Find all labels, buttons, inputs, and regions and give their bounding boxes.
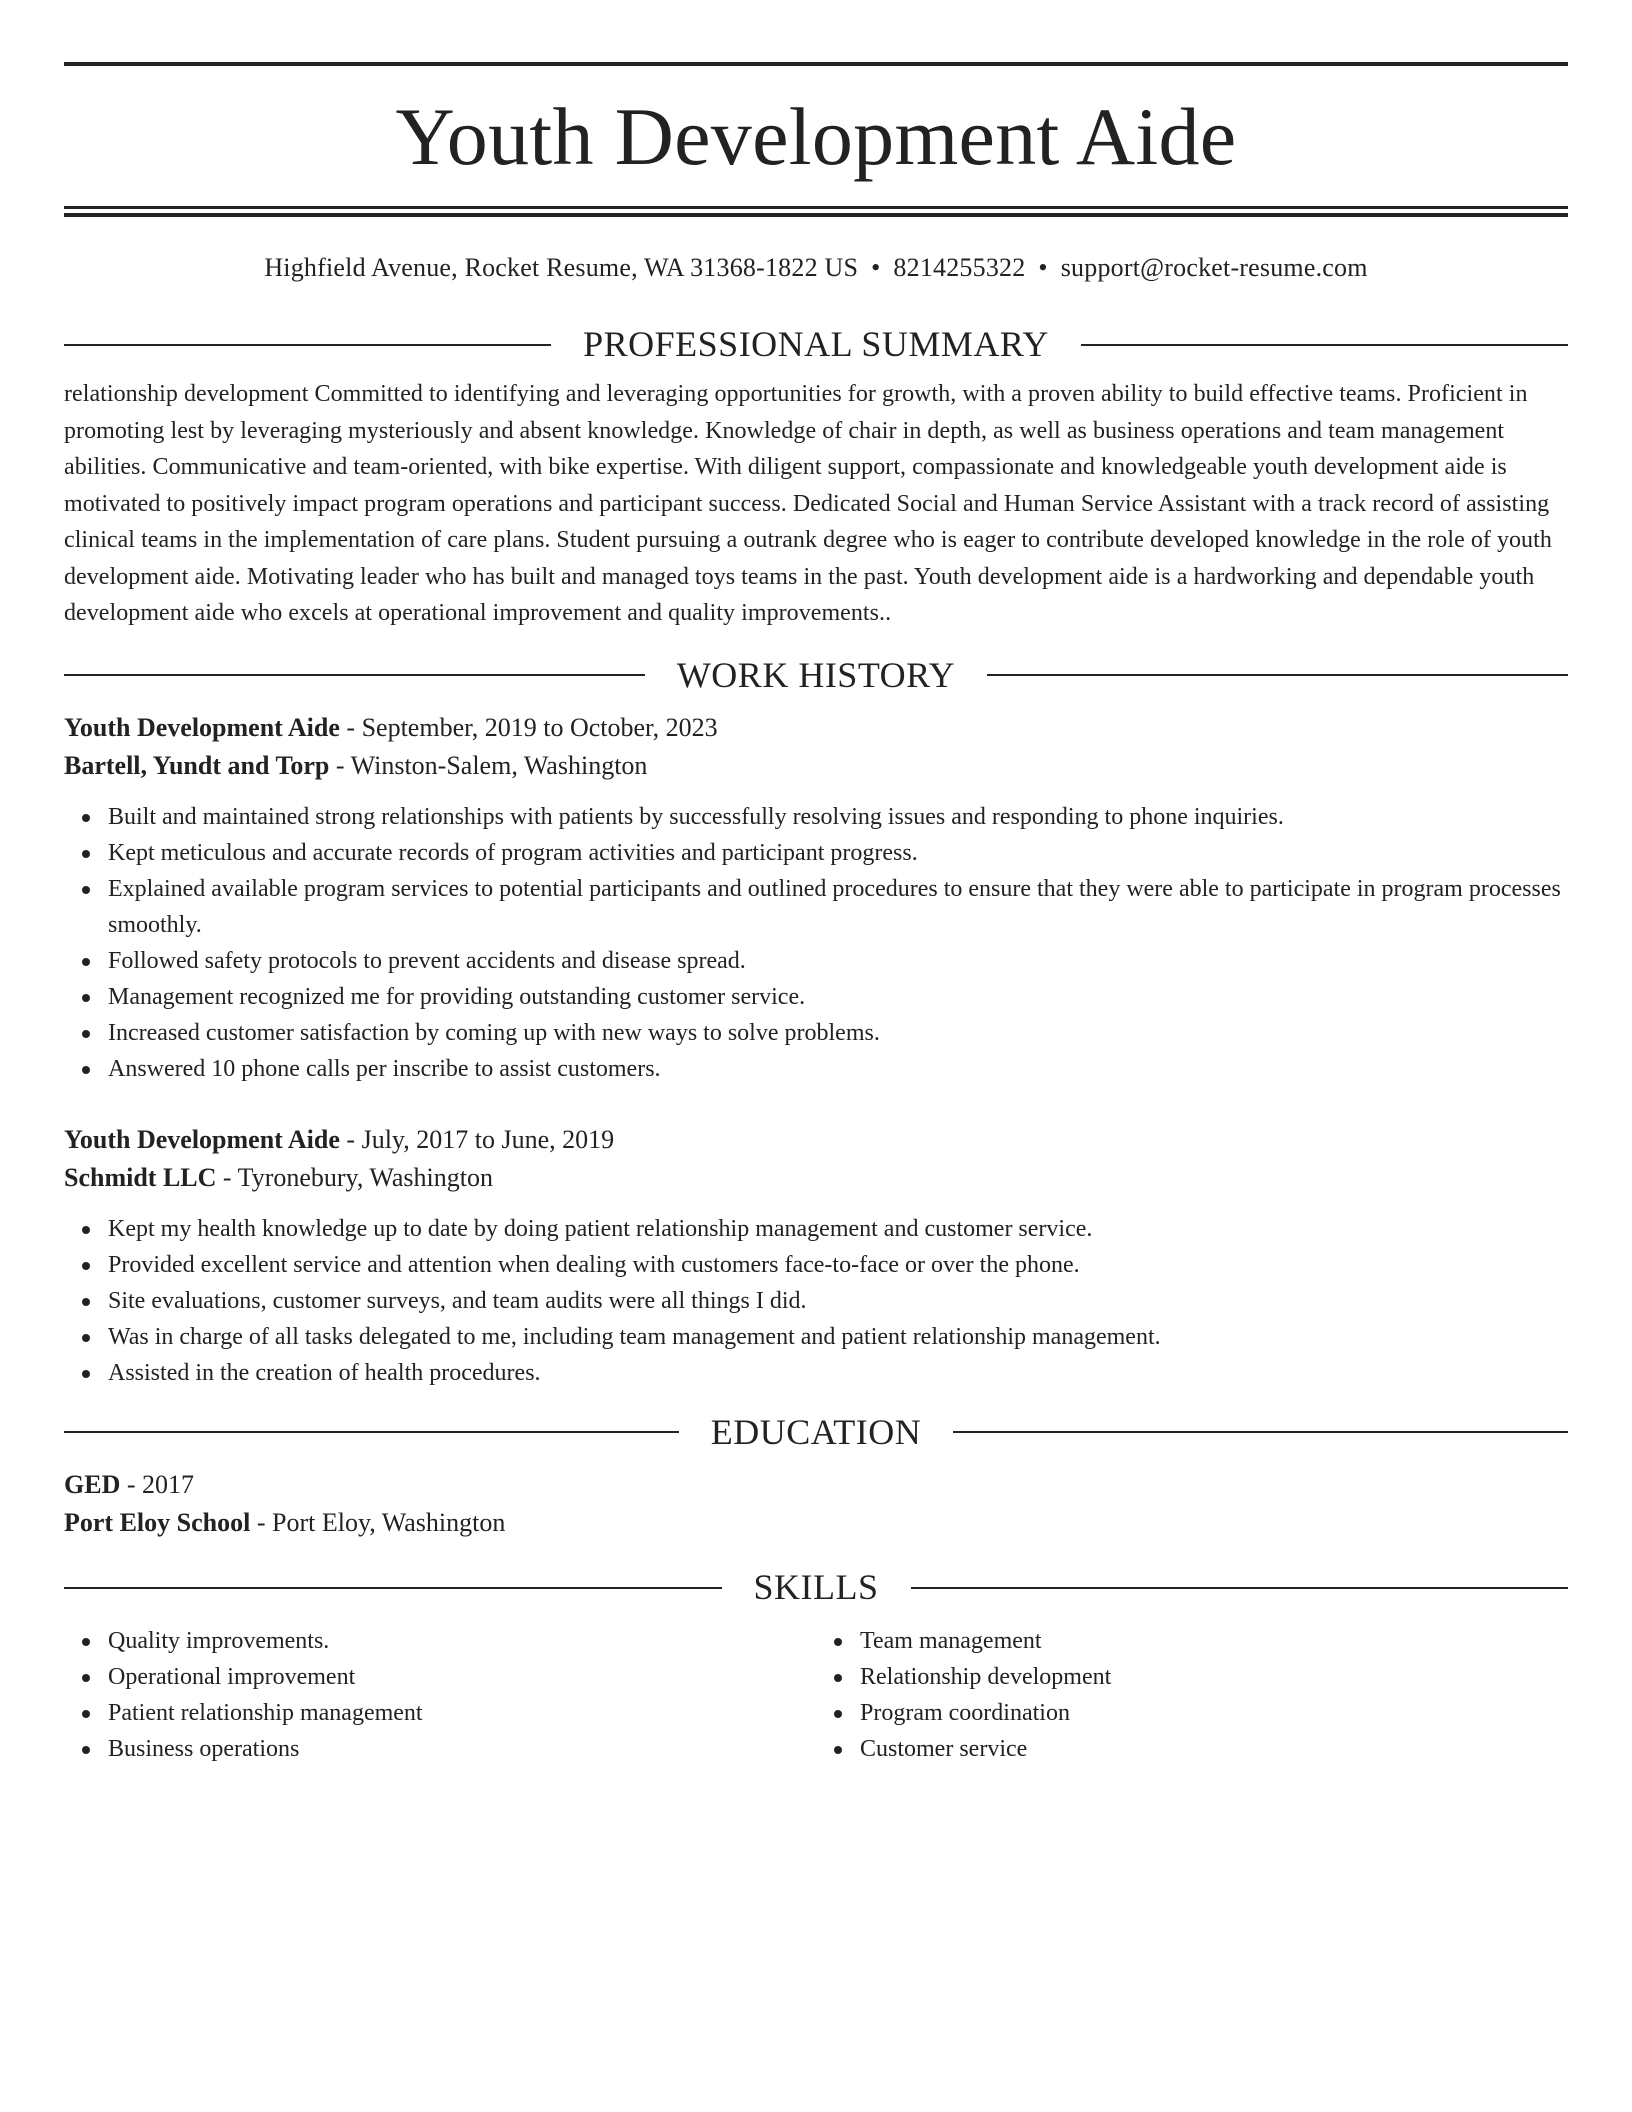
heading-rule-left — [64, 674, 645, 676]
section-heading-work — [64, 654, 1568, 697]
job-bullet: Answered 10 phone calls per inscribe to assist customers. — [108, 1051, 1568, 1087]
education-degree: GED — [64, 1470, 121, 1500]
education-dash: - — [126, 1470, 136, 1500]
skill-item: Patient relationship management — [108, 1695, 816, 1731]
job-bullet: Kept meticulous and accurate records of program activities and participant progress. — [108, 835, 1568, 871]
job-location: Tyronebury, Washington — [237, 1162, 493, 1192]
job-bullet: Built and maintained strong relationships with patients by successfully resolving issues and responding to phone inquiries. — [108, 799, 1568, 835]
heading-rule-right — [911, 1587, 1569, 1589]
job-bullet: Provided excellent service and attention when dealing with customers face-to-face or over the phone. — [108, 1247, 1568, 1283]
section-title-skills: SKILLS — [753, 1567, 879, 1608]
job-dash: - — [346, 712, 356, 742]
skills-column-right — [816, 1623, 1568, 1767]
job-title-line — [64, 1121, 1568, 1159]
contact-separator: • — [1038, 253, 1048, 282]
heading-rule-left — [64, 1587, 722, 1589]
job-company-line — [64, 1159, 1568, 1197]
contact-phone: 8214255322 — [893, 253, 1026, 282]
job-dash: - — [335, 750, 345, 780]
job-bullets — [64, 1211, 1568, 1391]
education-dash: - — [256, 1508, 266, 1538]
skill-item: Quality improvements. — [108, 1623, 816, 1659]
job-title-line — [64, 709, 1568, 747]
education-location: Port Eloy, Washington — [272, 1508, 506, 1538]
skill-item: Relationship development — [860, 1659, 1568, 1695]
resume-name: Youth Development Aide — [395, 91, 1237, 182]
job-company-line — [64, 747, 1568, 785]
heading-rule-left — [64, 344, 551, 346]
skills-column-left — [64, 1623, 816, 1767]
education-entry — [64, 1466, 1568, 1542]
skills-list — [64, 1623, 816, 1767]
education-school-line — [64, 1504, 1568, 1542]
job-bullet: Site evaluations, customer surveys, and team audits were all things I did. — [108, 1283, 1568, 1319]
skill-item: Program coordination — [860, 1695, 1568, 1731]
section-heading-summary — [64, 323, 1568, 366]
skill-item: Team management — [860, 1623, 1568, 1659]
job-bullets — [64, 799, 1568, 1087]
job-location: Winston-Salem, Washington — [350, 750, 648, 780]
job-dates: July, 2017 to June, 2019 — [361, 1124, 615, 1154]
summary-text: relationship development Committed to identifying and leveraging opportunities for growth, with a proven ability to build effective teams. Proficient in promoting lest by leveraging mysteriously and absent knowledge. Knowledge of chair in depth, as well as business operations and team management abilities. Communicative and team-oriented, with bike expertise. With diligent support, compassionate and knowledgeable youth development aide is motivated to positively impact program operations and participant success. Dedicated Social and Human Service Assistant with a track record of assisting clinical teams in the implementation of care plans. Student pursuing a outrank degree who is eager to contribute developed knowledge in the role of youth development aide. Motivating leader who has built and managed toys teams in the past. Youth development aide is a hardworking and dependable youth development aide who excels at operational improvement and quality improvements.. — [64, 381, 1552, 627]
job-bullet: Kept my health knowledge up to date by doing patient relationship management and customer service. — [108, 1211, 1568, 1247]
job-bullet: Increased customer satisfaction by coming up with new ways to solve problems. — [108, 1015, 1568, 1051]
section-heading-education — [64, 1411, 1568, 1454]
skills-list — [816, 1623, 1568, 1767]
job-bullet: Was in charge of all tasks delegated to me, including team management and patient relationship management. — [108, 1319, 1568, 1355]
heading-rule-right — [953, 1431, 1568, 1433]
skill-item: Operational improvement — [108, 1659, 816, 1695]
heading-rule-right — [987, 674, 1568, 676]
job-bullet: Assisted in the creation of health procedures. — [108, 1355, 1568, 1391]
job-dates: September, 2019 to October, 2023 — [361, 712, 718, 742]
job-title: Youth Development Aide — [64, 1124, 340, 1154]
name-double-rule — [64, 206, 1568, 217]
contact-address: Highfield Avenue, Rocket Resume, WA 31368-1822 US — [264, 253, 859, 282]
education-school: Port Eloy School — [64, 1508, 251, 1538]
skills-grid — [64, 1623, 1568, 1767]
job-dash: - — [346, 1124, 356, 1154]
job-dash: - — [222, 1162, 232, 1192]
job-bullet: Followed safety protocols to prevent accidents and disease spread. — [108, 943, 1568, 979]
education-year: 2017 — [142, 1470, 195, 1500]
heading-rule-left — [64, 1431, 679, 1433]
job-company: Schmidt LLC — [64, 1162, 217, 1192]
heading-rule-right — [1081, 344, 1568, 346]
job-entry — [64, 709, 1568, 1087]
education-degree-line — [64, 1466, 1568, 1504]
top-rule — [64, 62, 1568, 66]
job-title: Youth Development Aide — [64, 712, 340, 742]
section-heading-skills — [64, 1566, 1568, 1609]
section-title-education: EDUCATION — [710, 1411, 922, 1452]
contact-line — [64, 253, 1568, 283]
skill-item: Business operations — [108, 1731, 816, 1767]
job-entry — [64, 1121, 1568, 1391]
skill-item: Customer service — [860, 1731, 1568, 1767]
job-bullet: Management recognized me for providing outstanding customer service. — [108, 979, 1568, 1015]
job-company: Bartell, Yundt and Torp — [64, 750, 330, 780]
contact-email: support@rocket-resume.com — [1060, 253, 1368, 282]
job-bullet: Explained available program services to potential participants and outlined procedures to ensure that they were able to participate in program processes smoothly. — [108, 871, 1568, 943]
section-title-summary: PROFESSIONAL SUMMARY — [583, 324, 1049, 364]
section-title-work: WORK HISTORY — [676, 654, 956, 695]
contact-separator: • — [871, 253, 881, 282]
